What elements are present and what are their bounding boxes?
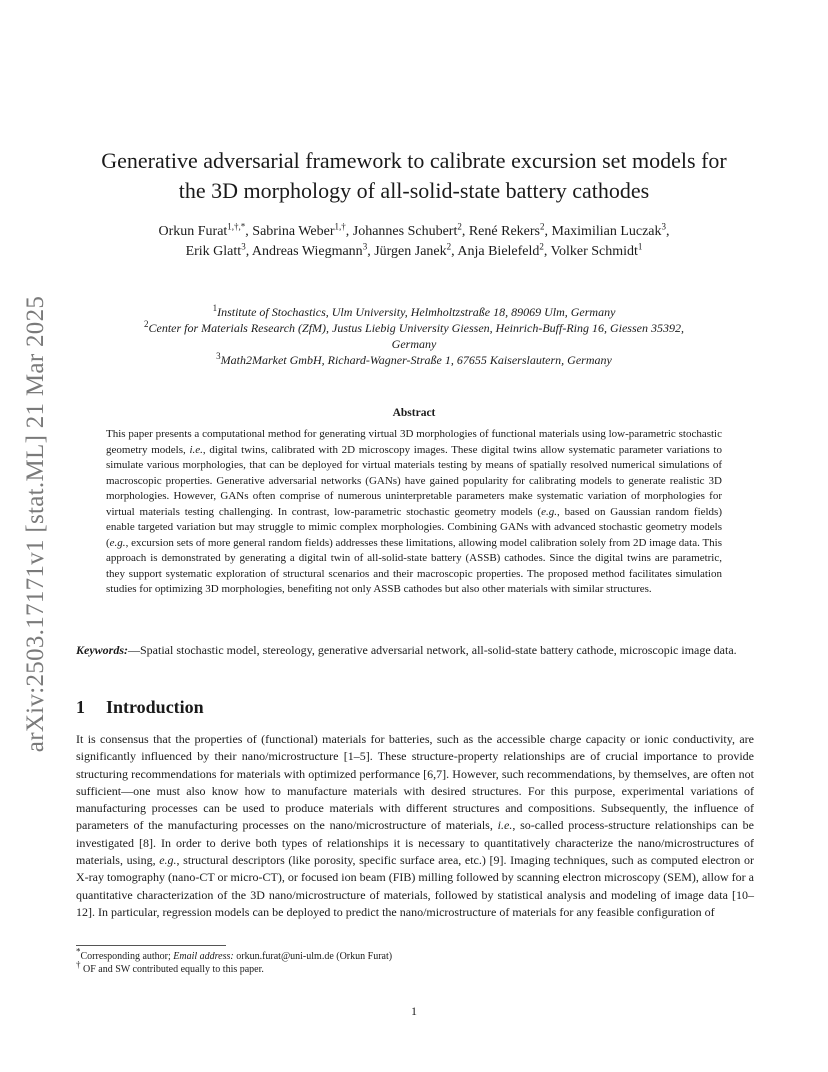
abstract-text: , digital twins, calibrated with 2D microscopy images. These digital twins allow systematic parameter variations to simulate various morphologies, that can be deployed for virtual materials testing by means of spatially resolved numerical simulations of macroscopic properties. Generative adversarial networks (GANs) have gained popularity for calibrating models to generate realistic 3D morphologies. However, GANs often comprise of numerous uninterpretable parameters make systematic variation of morphologies for virtual materials testing challenging. In contrast, low-parametric stochastic geometry models ( (106, 443, 722, 518)
author-affil-mark: 3 (241, 241, 246, 252)
intro-text: , structural descriptors (like porosity, specific surface area, etc.) [9]. Imaging techniques, such as computed electron or X-ray tomography (nano-CT or micro-CT), or focused ion beam (FIB) milling followed by scanning electron microscopy (SEM), allow for a quantitative characterization of the 3D nano/microstructure of materials, followed by statistical analysis and modeling of image data [10–12]. In particular, regression models can be deployed to predict the nano/microstructure of materials for any feasible configuration of (76, 853, 754, 919)
author-affil-mark: 2 (446, 241, 452, 252)
author-separator: , (666, 224, 670, 239)
affiliation-text: Math2Market GmbH, Richard-Wagner-Straße 1, 67655 Kaiserslautern, Germany (220, 353, 612, 367)
author-name: Erik Glatt (185, 244, 242, 259)
author-separator: , (245, 224, 253, 239)
footnote-1 (76, 946, 754, 963)
keywords-text: —Spatial stochastic model, stereology, generative adversarial network, all-solid-state battery cathode, microscopic image data. (128, 643, 737, 657)
author-name: Volker Schmidt (550, 244, 638, 259)
abstract-italic: e.g. (541, 505, 557, 518)
author-affil-mark: 1,† (334, 221, 346, 232)
footnote-mark: * (76, 946, 81, 957)
author-line-2 (60, 242, 768, 262)
abstract-heading: Abstract (392, 407, 436, 419)
footnote-email: orkun.furat@uni-ulm.de (Orkun Furat) (233, 951, 393, 962)
keywords-label: Keywords: (76, 643, 128, 657)
author-name: Johannes Schubert (352, 224, 458, 239)
title-line-2: the 3D morphology of all-solid-state battery cathodes (178, 178, 650, 203)
section-number: 1 (76, 697, 85, 717)
author-name: Maximilian Luczak (551, 224, 662, 239)
intro-italic: e.g. (159, 853, 177, 868)
author-separator: , (345, 224, 353, 239)
author-list (60, 222, 768, 262)
author-name: Orkun Furat (158, 224, 228, 239)
author-separator: , (451, 244, 458, 259)
paper-title (60, 146, 768, 206)
abstract-body (106, 427, 722, 598)
author-separator: , (461, 224, 469, 239)
affiliation-text: Center for Materials Research (ZfM), Justus Liebig University Giessen, Heinrich-Buff-Ring 16, Giessen 35392, (148, 321, 684, 335)
author-name: Anja Bielefeld (457, 244, 540, 259)
intro-text: It is consensus that the properties of (functional) materials for batteries, such as the accessible charge capacity or ionic conductivity, are significantly influenced by their nano/microstructure [1–5]. These structure-property relationships are of crucial importance to provide structuring recommendations for materials with optimized performance [6,7]. However, such recommendations, by themselves, are often not sufficient—one must also know how to manufacture materials with desired structures. For this purpose, experimental variations of manufacturing processes can be used to produce materials with different structures and compositions. Subsequently, the influence of parameters of the manufacturing processes on the nano/microstructure of materials, (76, 732, 754, 833)
footnote-italic: Email address: (173, 951, 234, 962)
author-separator: , (367, 244, 375, 259)
arxiv-sidebar (6, 268, 66, 780)
author-name: René Rekers (468, 224, 540, 239)
abstract-text: , excursion sets of more general random fields) addresses these limitations, allowing model calibration solely from 2D image data. This approach is demonstrated by generating a digital twin of all-solid-state battery (ASSB) cathodes. Since the digital twins are parametric, they support systematic exploration of structural scenarios and their macroscopic properties. The proposed method facilitates simulation studies for optimizing 3D morphologies, benefiting not only ASSB cathodes but also other materials with similar structures. (106, 536, 722, 595)
author-name: Sabrina Weber (252, 224, 335, 239)
footnote-divider (76, 945, 226, 946)
keywords (76, 642, 752, 658)
footnote-text: Corresponding author; (80, 951, 174, 962)
footnote-mark: † (76, 959, 81, 970)
affiliations (70, 304, 758, 368)
author-affil-mark: 2 (457, 221, 462, 232)
abstract-text: This paper presents a computational method for generating virtual 3D morphologies of functional materials using low-parametric stochastic geometry models, (106, 428, 722, 456)
abstract-italic: e.g. (109, 536, 126, 549)
affiliation-text: Institute of Stochastics, Ulm University, Helmholtzstraße 18, 89069 Ulm, Germany (217, 305, 616, 319)
author-affil-mark: 2 (540, 221, 545, 232)
affiliation-1 (70, 304, 758, 320)
author-name: Andreas Wiegmann (251, 244, 363, 259)
author-separator: , (543, 244, 551, 259)
abstract-italic: i.e. (189, 443, 203, 456)
arxiv-identifier: arXiv:2503.17171v1 [stat.ML] 21 Mar 2025 (22, 295, 49, 753)
affiliation-mark: 2 (144, 319, 149, 329)
footnotes (76, 946, 754, 976)
section-title: Introduction (106, 697, 204, 717)
abstract-text: , based on Gaussian random fields) enable targeted variation but may struggle to mimic complex morphologies. Combining GANs with advanced stochastic geometry models ( (106, 505, 723, 549)
intro-italic: i.e. (497, 818, 513, 833)
author-affil-mark: 1 (637, 241, 643, 252)
affiliation-2-cont: Germany (391, 337, 437, 351)
title-line-1: Generative adversarial framework to calibrate excursion set models for (101, 148, 727, 173)
intro-text: , so-called process-structure relationships can be investigated [8]. In order to derive both types of relationships it is necessary to quantitatively characterize the nano/microstructures of materials, using, (76, 818, 754, 868)
page-number: 1 (411, 1004, 417, 1018)
author-affil-mark: 2 (539, 241, 544, 252)
author-affil-mark: 3 (362, 241, 368, 252)
footnote-text: OF and SW contributed equally to this paper. (80, 964, 264, 975)
author-affil-mark: 3 (661, 221, 667, 232)
author-line-1 (60, 222, 768, 242)
author-separator: , (245, 244, 252, 259)
footnote-2 (76, 959, 754, 976)
author-affil-mark: 1,†,* (227, 221, 246, 232)
affiliation-2 (70, 320, 758, 336)
intro-paragraph (76, 731, 754, 921)
section-heading (76, 697, 204, 718)
author-name: Jürgen Janek (374, 244, 447, 259)
affiliation-3 (70, 352, 758, 368)
affiliation-mark: 1 (212, 303, 218, 313)
author-separator: , (544, 224, 552, 239)
affiliation-mark: 3 (216, 351, 221, 361)
